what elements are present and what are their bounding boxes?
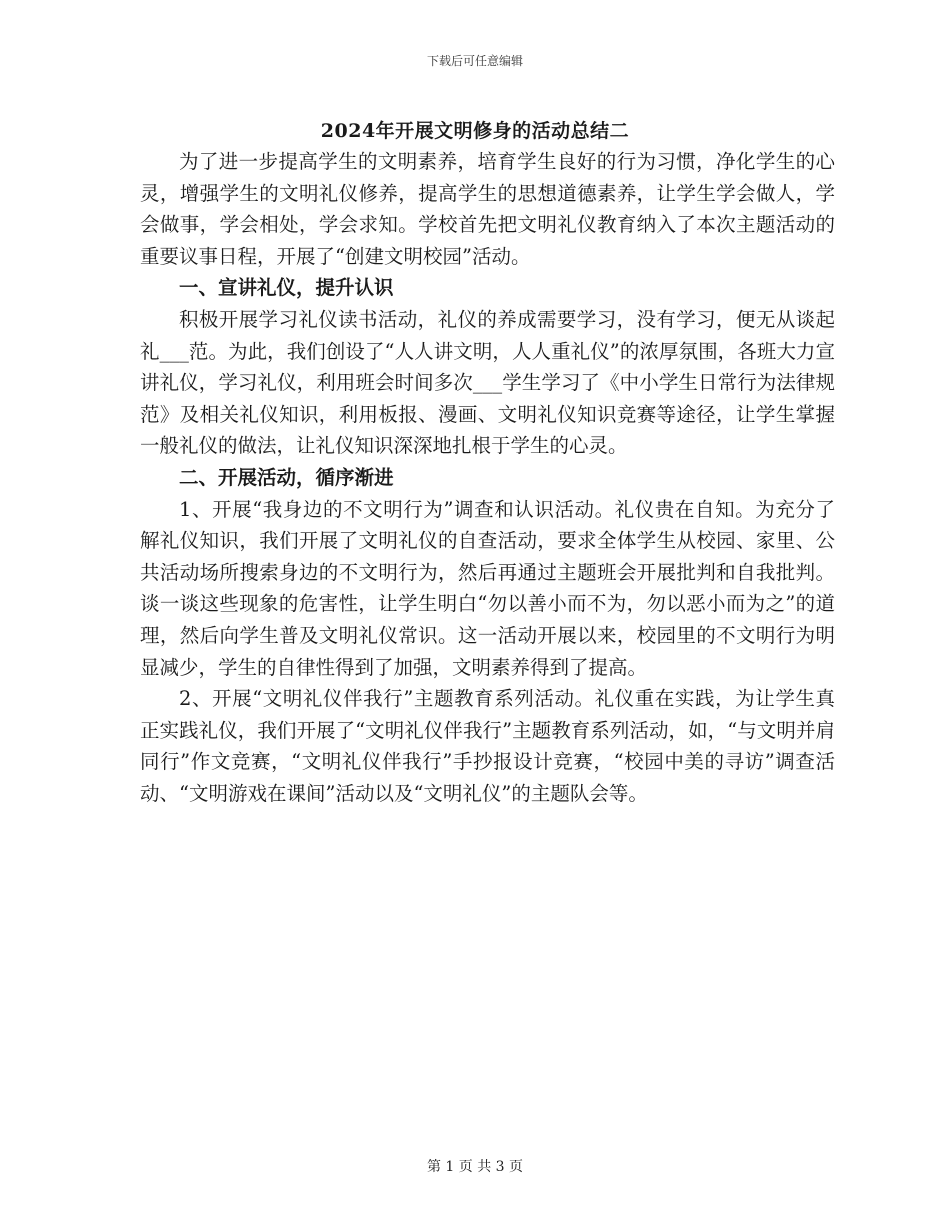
section-1-heading: 一、宣讲礼仪，提升认识 [179, 276, 394, 300]
section-1-paragraph: 积极开展学习礼仪读书活动，礼仪的养成需要学习，没有学习，便无从谈起礼___范。为此，我们创设了“人人讲文明，人人重礼仪”的浓厚氛围，各班大力宣讲礼仪，学习礼仪，利用班会时间多次___学生学习了《中小学生日常行为法律规范》及相关礼仪知识，利用板报、漫画、文明礼仪知识竞赛等途径，让学生掌握一般礼仪的做法，让礼仪知识深深地扎根于学生的心灵。 [140, 307, 835, 458]
intro-paragraph: 为了进一步提高学生的文明素养，培育学生良好的行为习惯，净化学生的心灵，增强学生的文明礼仪修养，提高学生的思想道德素养，让学生学会做人，学会做事，学会相处，学会求知。学校首先把文明礼仪教育纳入了本次主题活动的重要议事日程，开展了“创建文明校园”活动。 [140, 150, 835, 268]
document-body [140, 146, 835, 809]
page-footer: 第 1 页 共 3 页 [426, 1159, 524, 1175]
document-title: 2024年开展文明修身的活动总结二 [320, 120, 630, 142]
header-note: 下载后可任意编辑 [426, 54, 523, 68]
section-2-item-2: 2、开展“文明礼仪伴我行”主题教育系列活动。礼仪重在实践，为让学生真正实践礼仪，我们开展了“文明礼仪伴我行”主题教育系列活动，如，“与文明并肩同行”作文竞赛，“文明礼仪伴我行”手抄报设计竞赛，“校园中美的寻访”调查活动、“文明游戏在课间”活动以及“文明礼仪”的主题队会等。 [140, 687, 835, 805]
section-2-heading: 二、开展活动，循序渐进 [179, 465, 394, 489]
section-2-item-1: 1、开展“我身边的不文明行为”调查和认识活动。礼仪贵在自知。为充分了解礼仪知识，我们开展了文明礼仪的自查活动，要求全体学生从校园、家里、公共活动场所搜索身边的不文明行为，然后再通过主题班会开展批判和自我批判。谈一谈这些现象的危害性，让学生明白“勿以善小而不为，勿以恶小而为之”的道理，然后向学生普及文明礼仪常识。这一活动开展以来，校园里的不文明行为明显减少，学生的自律性得到了加强，文明素养得到了提高。 [140, 497, 835, 679]
